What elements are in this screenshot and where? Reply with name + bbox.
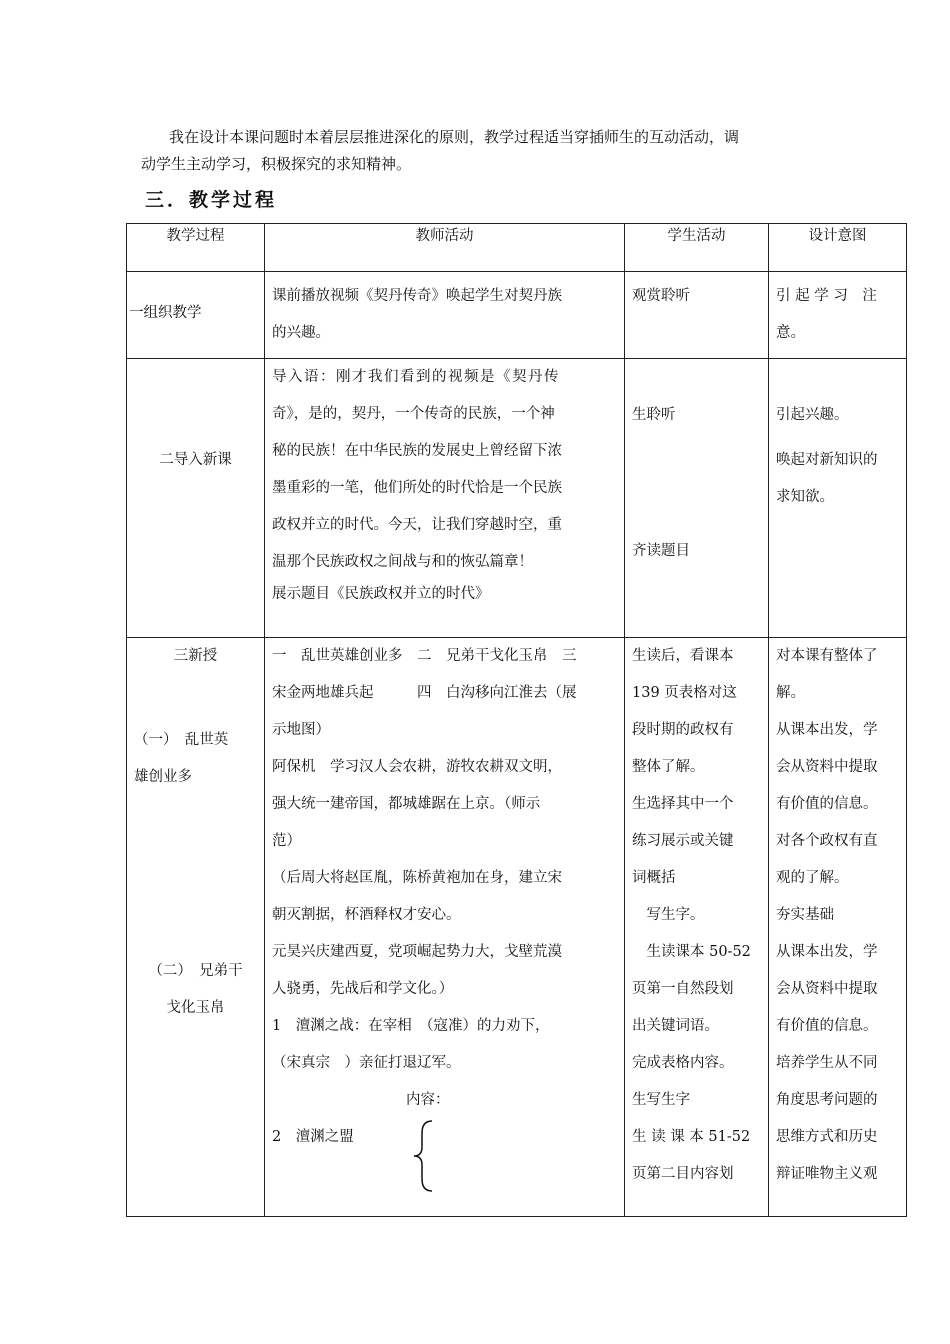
stage-cell xyxy=(127,638,265,1217)
intro-line-2: 动学生主动学习，积极探究的求知精神。 xyxy=(141,155,412,173)
teacher-cell xyxy=(265,272,625,359)
text-line: 秘的民族！在中华民族的发展史上曾经留下浓 xyxy=(272,443,562,459)
header-stage: 教学过程 xyxy=(127,224,265,272)
student-cell xyxy=(625,638,769,1217)
text-line: （后周大将赵匡胤，陈桥黄袍加在身，建立宋 xyxy=(272,870,562,886)
text-line: 导入语：刚才我们看到的视频是《契丹传 xyxy=(272,369,560,385)
text-line: 奇》，是的，契丹，一个传奇的民族，一个神 xyxy=(272,406,555,422)
text-line: 生聆听 xyxy=(632,407,676,423)
text-line: 2 澶渊之盟 xyxy=(272,1129,354,1145)
text-line: 朝灭割据，杯酒释权才安心。 xyxy=(272,907,461,923)
text-line: 引起兴趣。 xyxy=(776,407,849,423)
teaching-process-table xyxy=(126,223,907,1217)
stage-sub-label: （二） 兄弟干 xyxy=(148,963,243,979)
intro-paragraph xyxy=(141,124,821,178)
stage-label: 二导入新课 xyxy=(159,452,232,468)
text-line: 课前播放视频《契丹传奇》唤起学生对契丹族 xyxy=(272,288,562,304)
text-line: 辩证唯物主义观 xyxy=(776,1166,878,1182)
intent-cell xyxy=(769,272,907,359)
text-line: 1 澶渊之战：在宰相 （寇准）的力劝下， xyxy=(272,1018,550,1034)
text-line: 的兴趣。 xyxy=(272,325,330,341)
stage-label: 一组织教学 xyxy=(129,304,202,321)
text-line: 整体了解。 xyxy=(632,759,705,775)
text-line: 生 读 课 本 51-52 xyxy=(632,1129,751,1145)
teacher-cell xyxy=(265,359,625,638)
stage-cell xyxy=(127,272,265,359)
text-line: 139 页表格对这 xyxy=(632,685,737,701)
text-line: 页第二目内容划 xyxy=(632,1166,734,1182)
text-line: 出关键词语。 xyxy=(632,1018,719,1034)
text-line: 一 乱世英雄创业多 二 兄弟干戈化玉帛 三 xyxy=(272,648,577,664)
text-line: 意。 xyxy=(776,325,805,341)
text-line: 从课本出发，学 xyxy=(776,722,878,738)
text-line: 练习展示或关键 xyxy=(632,833,734,849)
text-line: 会从资料中提取 xyxy=(776,759,878,775)
text-line: 生读后，看课本 xyxy=(632,648,734,664)
text-line: 观赏聆听 xyxy=(632,288,690,304)
text-line: 生选择其中一个 xyxy=(632,796,734,812)
text-line: 内容： xyxy=(406,1092,450,1108)
text-line: 从课本出发，学 xyxy=(776,944,878,960)
text-line: 完成表格内容。 xyxy=(632,1055,734,1071)
stage-sub-label: （一） 乱世英 xyxy=(134,732,229,748)
text-line: 观的了解。 xyxy=(776,870,849,886)
text-line: 有价值的信息。 xyxy=(776,1018,878,1034)
text-line: 温那个民族政权之间战与和的恢弘篇章！ xyxy=(272,554,533,570)
teacher-cell xyxy=(265,638,625,1217)
text-line: 阿保机 学习汉人会农耕，游牧农耕双文明， xyxy=(272,759,562,775)
text-line: 人骁勇，先战后和学文化。） xyxy=(272,981,454,997)
table-row xyxy=(127,638,907,1217)
intent-cell xyxy=(769,638,907,1217)
table-row xyxy=(127,359,907,638)
stage-sub-label: 戈化玉帛 xyxy=(166,1000,225,1016)
text-line: 求知欲。 xyxy=(776,489,834,505)
text-line: （宋真宗 ）亲征打退辽军。 xyxy=(272,1055,461,1071)
text-line: 思维方式和历史 xyxy=(776,1129,878,1145)
text-line: 培养学生从不同 xyxy=(776,1055,878,1071)
text-line: 段时期的政权有 xyxy=(632,722,734,738)
student-cell xyxy=(625,359,769,638)
text-line: 墨重彩的一笔，他们所处的时代恰是一个民族 xyxy=(272,480,562,496)
stage-label: 三新授 xyxy=(173,648,218,664)
intro-line-1: 我在设计本课问题时本着层层推进深化的原则，教学过程适当穿插师生的互动活动，调 xyxy=(169,128,740,146)
text-line: 夯实基础 xyxy=(776,907,834,923)
text-line: 唤起对新知识的 xyxy=(776,452,878,468)
header-teacher: 教师活动 xyxy=(265,224,625,272)
text-line: 写生字。 xyxy=(632,907,705,923)
text-line: 生写生字 xyxy=(632,1092,690,1108)
text-line: 生读课本 50-52 xyxy=(632,944,751,960)
text-line: 有价值的信息。 xyxy=(776,796,878,812)
text-line: 政权并立的时代。今天，让我们穿越时空，重 xyxy=(272,517,562,533)
text-line: 引 起 学 习 注 xyxy=(776,288,877,304)
table-header-row xyxy=(127,224,907,272)
text-line: 词概括 xyxy=(632,870,676,886)
text-line: 对本课有整体了 xyxy=(776,648,878,664)
curly-brace-icon xyxy=(410,1119,440,1193)
text-line: 宋金两地雄兵起 四 白沟移向江淮去（展 xyxy=(272,685,577,701)
section-heading: 三．教学过程 xyxy=(145,189,278,211)
text-line: 会从资料中提取 xyxy=(776,981,878,997)
text-line: 展示题目《民族政权并立的时代》 xyxy=(272,586,490,602)
header-intent: 设计意图 xyxy=(769,224,907,272)
text-line: 强大统一建帝国，都城雄踞在上京。（师示 xyxy=(272,796,541,812)
brace-group xyxy=(272,1119,617,1193)
text-line: 范） xyxy=(272,833,301,849)
header-student: 学生活动 xyxy=(625,224,769,272)
text-line: 页第一自然段划 xyxy=(632,981,734,997)
stage-cell xyxy=(127,359,265,638)
stage-sub-label: 雄创业多 xyxy=(134,769,192,785)
text-line: 解。 xyxy=(776,685,805,701)
text-line: 齐读题目 xyxy=(632,543,690,559)
text-line: 元昊兴庆建西夏，党项崛起势力大，戈壁荒漠 xyxy=(272,944,562,960)
text-line: 示地图） xyxy=(272,722,330,738)
text-line: 角度思考问题的 xyxy=(776,1092,878,1108)
text-line: 对各个政权有直 xyxy=(776,833,878,849)
table-row xyxy=(127,272,907,359)
student-cell xyxy=(625,272,769,359)
intent-cell xyxy=(769,359,907,638)
